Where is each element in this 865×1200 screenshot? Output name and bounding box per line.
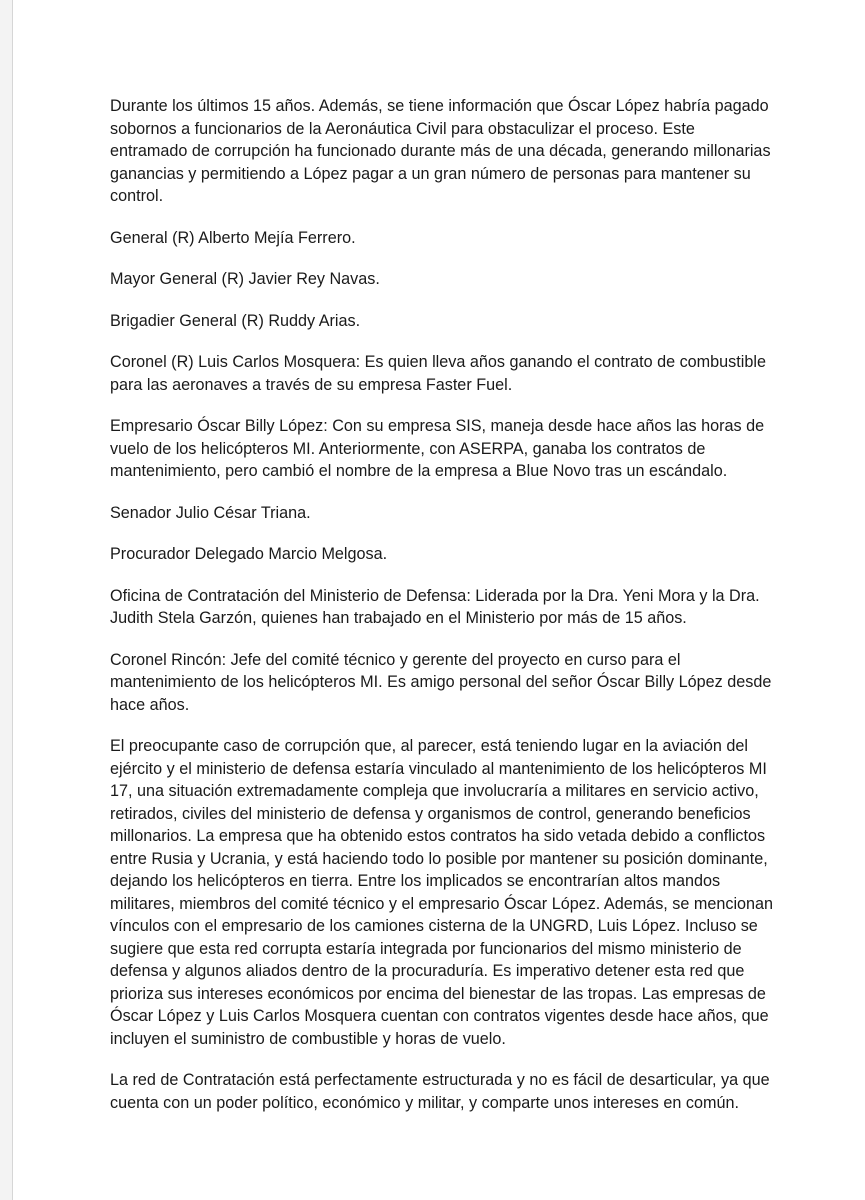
paragraph-oficina-contratacion	[110, 585, 770, 630]
document-body	[110, 95, 774, 1133]
paragraph-empresario-lopez	[110, 415, 770, 483]
paragraph-senador-triana	[110, 502, 770, 525]
paragraph-coronel-mosquera	[110, 351, 770, 396]
text-line: Oficina de Contratación del Ministerio de Defensa: Liderada por la Dra. Yeni Mora y la Dra.	[110, 586, 760, 605]
paragraph-general-mejia	[110, 227, 770, 250]
text-line: prioriza sus intereses económicos por encima del bienestar de las tropas. Las empresas de	[110, 984, 766, 1003]
text-line: Coronel Rincón: Jefe del comité técnico y gerente del proyecto en curso para el	[110, 650, 681, 669]
paragraph-brigadier-arias	[110, 310, 770, 333]
text-line: El preocupante caso de corrupción que, al parecer, está teniendo lugar en la aviación del	[110, 737, 749, 755]
text-line: retirados, civiles del ministerio de defensa y organismos de control, generando beneficios	[110, 804, 751, 823]
text-line: Empresario Óscar Billy López: Con su empresa SIS, maneja desde hace años las horas de	[110, 417, 765, 435]
text-line: control.	[110, 187, 164, 205]
text-line: vuelo de los helicópteros MI. Anteriormente, con ASERPA, ganaba los contratos de	[110, 439, 706, 458]
text-line: Durante los últimos 15 años. Además, se tiene información que Óscar López habría pagado	[110, 97, 769, 115]
document-page	[12, 0, 865, 1200]
paragraph-red-contratacion	[110, 1069, 770, 1114]
text-line: mantenimiento de los helicópteros MI. Es amigo personal del señor Óscar Billy López desde	[110, 673, 772, 691]
text-line: militares, miembros del comité técnico y el empresario Óscar López. Además, se mencionan	[110, 894, 774, 913]
text-line: Judith Stela Garzón, quienes han trabajado en el Ministerio por más de 15 años.	[110, 609, 687, 627]
text-line: Senador Julio César Triana.	[110, 503, 311, 522]
text-line: vínculos con el empresario de los camiones cisterna de la UNGRD, Luis López. Incluso se	[110, 917, 758, 935]
text-line: Mayor General (R) Javier Rey Navas.	[110, 270, 380, 288]
text-line: hace años.	[110, 695, 190, 714]
text-line: Coronel (R) Luis Carlos Mosquera: Es quien lleva años ganando el contrato de combustible	[110, 353, 766, 371]
paragraph-caso-corrupcion	[110, 735, 774, 1050]
paragraph-coronel-rincon	[110, 649, 770, 717]
text-line: defensa y algunos aliados dentro de la procuraduría. Es imperativo detener esta red que	[110, 962, 745, 980]
text-line: cuenta con un poder político, económico y militar, y comparte unos intereses en común.	[110, 1093, 739, 1112]
text-line: para las aeronaves a través de su empresa Faster Fuel.	[110, 375, 513, 394]
text-line: millonarios. La empresa que ha obtenido estos contratos ha sido vetada debido a conflictos	[110, 827, 766, 845]
text-line: sugiere que esta red corrupta estaría integrada por funcionarios del mismo ministerio de	[110, 939, 742, 958]
text-line: sobornos a funcionarios de la Aeronáutica Civil para obstaculizar el proceso. Este	[110, 119, 695, 138]
text-line: ganancias y permitiendo a López pagar a un gran número de personas para mantener su	[110, 164, 751, 183]
text-line: La red de Contratación está perfectamente estructurada y no es fácil de desarticular, ya que	[110, 1071, 770, 1089]
text-line: mantenimiento, pero cambió el nombre de la empresa a Blue Novo tras un escándalo.	[110, 462, 728, 480]
text-line: Óscar López y Luis Carlos Mosquera cuentan con contratos vigentes desde hace años, que	[110, 1007, 769, 1025]
text-line: entre Rusia y Ucrania, y está haciendo todo lo posible por mantener su posición dominante,	[110, 849, 768, 868]
text-line: 17, una situación extremadamente compleja que involucraría a militares en servicio activo,	[110, 782, 759, 800]
text-line: Procurador Delegado Marcio Melgosa.	[110, 545, 388, 563]
paragraph-mayor-general-rey	[110, 268, 770, 291]
text-line: ejército y el ministerio de defensa estaría vinculado al mantenimiento de los helicópteros MI	[110, 759, 767, 778]
text-line: General (R) Alberto Mejía Ferrero.	[110, 228, 356, 247]
paragraph-procurador-melgosa	[110, 543, 770, 566]
paragraph-intro	[110, 95, 770, 208]
text-line: dejando los helicópteros en tierra. Entre los implicados se encontrarían altos mandos	[110, 872, 721, 890]
text-line: incluyen el suministro de combustible y horas de vuelo.	[110, 1029, 506, 1048]
text-line: entramado de corrupción ha funcionado durante más de una década, generando millonarias	[110, 142, 771, 160]
text-line: Brigadier General (R) Ruddy Arias.	[110, 311, 361, 330]
